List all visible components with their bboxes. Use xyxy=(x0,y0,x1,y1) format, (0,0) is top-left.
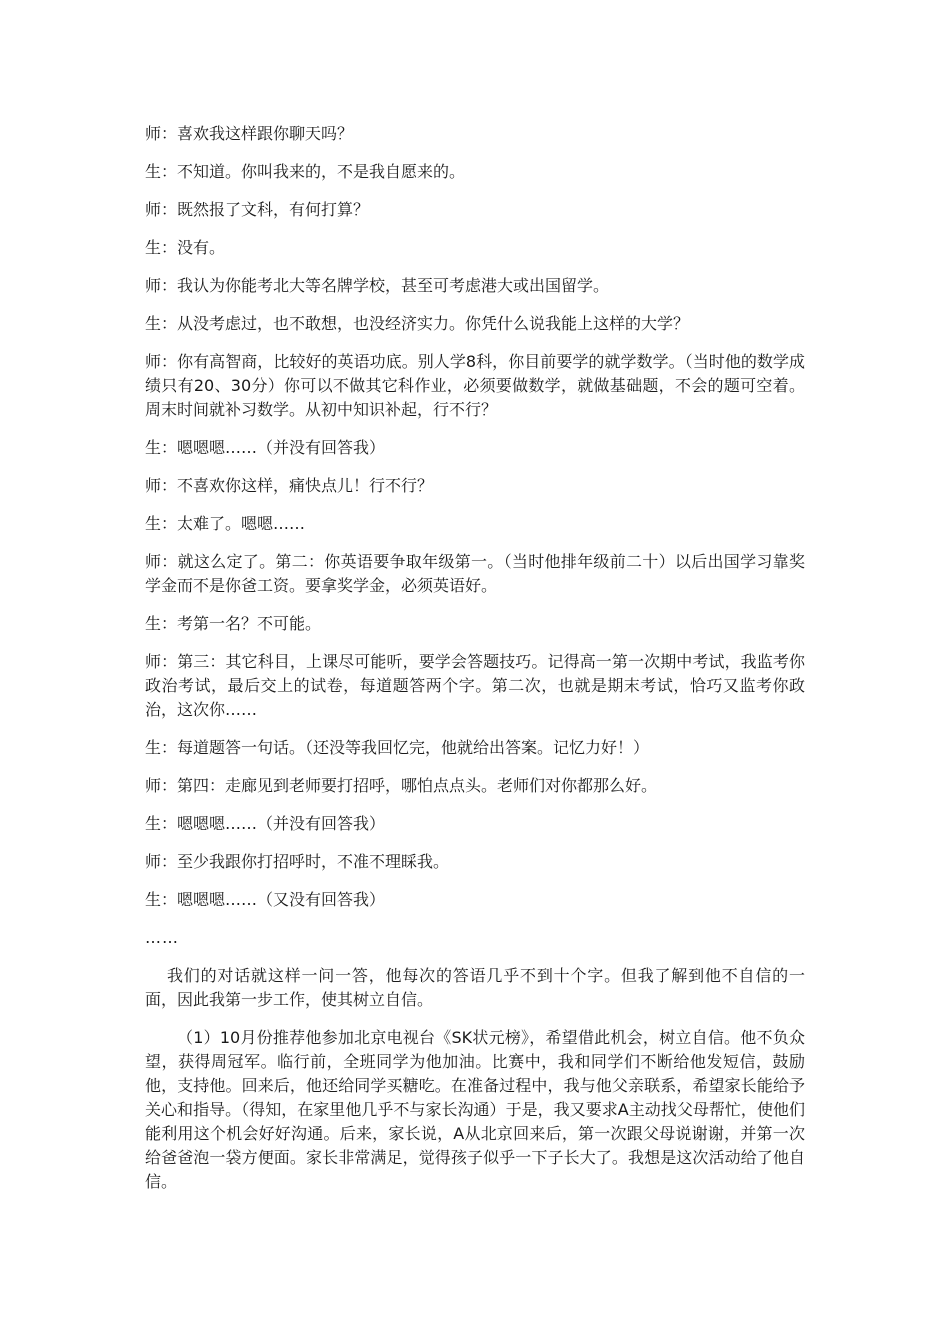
dialogue-line: 生：嗯嗯嗯……（并没有回答我） xyxy=(145,438,386,457)
dialogue-line: 生：嗯嗯嗯……（又没有回答我） xyxy=(145,890,386,909)
summary-paragraph: 我们的对话就这样一问一答，他每次的答语几乎不到十个字。但我了解到他不自信的一面，因此我第一步工作，使其树立自信。 xyxy=(145,966,805,1009)
dialogue-line: 师：既然报了文科，有何打算？ xyxy=(145,200,370,219)
dialogue-line: 生：嗯嗯嗯……（并没有回答我） xyxy=(145,814,386,833)
dialogue-line: 师：第四：走廊见到老师要打招呼，哪怕点点头。老师们对你都那么好。 xyxy=(145,776,658,795)
dialogue-line: 生：不知道。你叫我来的，不是我自愿来的。 xyxy=(145,162,466,181)
ellipsis-separator: …… xyxy=(145,928,179,947)
dialogue-line: 师：你有高智商，比较好的英语功底。别人学8科，你目前要学的就学数学。（当时他的数学成绩只有20、30分）你可以不做其它科作业，必须要做数学，就做基础题，不会的题可空着。周末时间就补习数学。从初中知识补起，行不行？ xyxy=(145,352,805,419)
dialogue-line: 师：第三：其它科目，上课尽可能听，要学会答题技巧。记得高一第一次期中考试，我监考你政治考试，最后交上的试卷，每道题答两个字。第二次，也就是期末考试，恰巧又监考你政治，这次你…… xyxy=(145,652,805,719)
document-body xyxy=(145,122,805,1208)
dialogue-line: 师：我认为你能考北大等名牌学校，甚至可考虑港大或出国留学。 xyxy=(145,276,610,295)
dialogue-line: 生：考第一名？不可能。 xyxy=(145,614,322,633)
dialogue-line: 生：太难了。嗯嗯…… xyxy=(145,514,306,533)
dialogue-line: 生：每道题答一句话。（还没等我回忆完，他就给出答案。记忆力好！） xyxy=(145,738,650,757)
dialogue-line: 师：不喜欢你这样，痛快点儿！行不行？ xyxy=(145,476,434,495)
detail-paragraph: （1）10月份推荐他参加北京电视台《SK状元榜》，希望借此机会，树立自信。他不负众望，获得周冠军。临行前，全班同学为他加油。比赛中，我和同学们不断给他发短信，鼓励他，支持他。回来后，他还给同学买糖吃。在准备过程中，我与他父亲联系，希望家长能给予关心和指导。（得知，在家里他几乎不与家长沟通）于是，我又要求A主动找父母帮忙，使他们能利用这个机会好好沟通。后来，家长说，A从北京回来后，第一次跟父母说谢谢，并第一次给爸爸泡一袋方便面。家长非常满足，觉得孩子似乎一下子长大了。我想是这次活动给了他自信。 xyxy=(145,1028,805,1191)
dialogue-line: 生：没有。 xyxy=(145,238,226,257)
dialogue-line: 生：从没考虑过，也不敢想，也没经济实力。你凭什么说我能上这样的大学？ xyxy=(145,314,690,333)
dialogue-line: 师：就这么定了。第二：你英语要争取年级第一。（当时他排年级前二十）以后出国学习靠奖学金而不是你爸工资。要拿奖学金，必须英语好。 xyxy=(145,552,805,595)
dialogue-line: 师：至少我跟你打招呼时，不准不理睬我。 xyxy=(145,852,450,871)
dialogue-line: 师：喜欢我这样跟你聊天吗？ xyxy=(145,124,354,143)
